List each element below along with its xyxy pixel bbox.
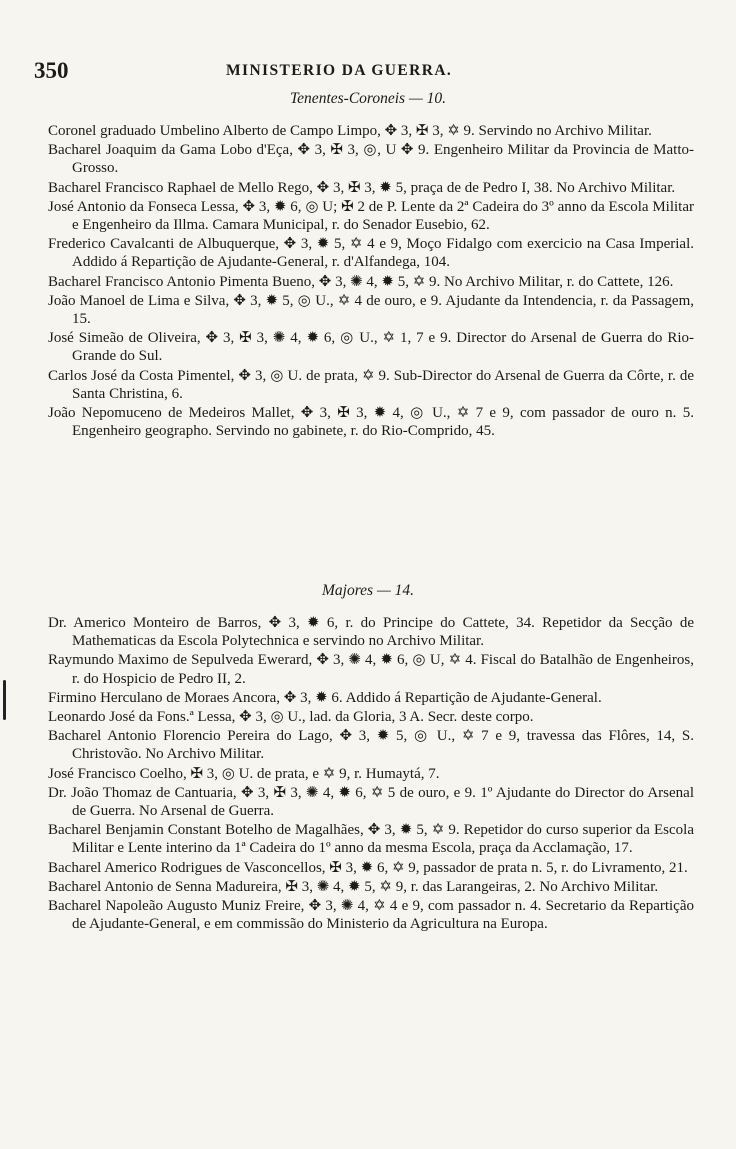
- entry-tenente-coronel: José Simeão de Oliveira, ✥ 3, ✠ 3, ✺ 4, ✹ 6, ◎ U., ✡ 1, 7 e 9. Director do Arsenal de Guerra do Rio-Grande do Sul.: [48, 330, 694, 365]
- entry-major: Bacharel Antonio Florencio Pereira do Lago, ✥ 3, ✹ 5, ◎ U., ✡ 7 e 9, travessa das Flôres, 14, S. Christovão. No Archivo Militar.: [48, 728, 694, 763]
- margin-binding-mark: [3, 680, 6, 720]
- entry-tenente-coronel: José Antonio da Fonseca Lessa, ✥ 3, ✹ 6, ◎ U; ✠ 2 de P. Lente da 2ª Cadeira do 3º anno da Escola Militar e Engenheiro da Illma. Camara Municipal, r. do Senador Eusebio, 62.: [48, 198, 694, 234]
- entry-tenente-coronel: Bacharel Joaquim da Gama Lobo d'Eça, ✥ 3, ✠ 3, ◎, U ✥ 9. Engenheiro Militar da Provincia de Matto-Grosso.: [48, 142, 694, 177]
- entry-tenente-coronel: Bacharel Francisco Raphael de Mello Rego, ✥ 3, ✠ 3, ✹ 5, praça de de Pedro I, 38. No Archivo Militar.: [48, 179, 676, 196]
- entry-major: Bacharel Americo Rodrigues de Vasconcellos, ✠ 3, ✹ 6, ✡ 9, passador de prata n. 5, r. do Livramento, 21.: [48, 859, 688, 876]
- entry-major: Bacharel Napoleão Augusto Muniz Freire, ✥ 3, ✺ 4, ✡ 4 e 9, com passador n. 4. Secretario da Repartição de Ajudante-General, e em commissão do Ministerio da Agricultura na Europa.: [48, 898, 694, 933]
- entry-major: Firmino Herculano de Moraes Ancora, ✥ 3, ✹ 6. Addido á Repartição de Ajudante-General.: [48, 689, 602, 706]
- majores-list: [48, 614, 694, 934]
- entry-tenente-coronel: João Nepomuceno de Medeiros Mallet, ✥ 3, ✠ 3, ✹ 4, ◎ U., ✡ 7 e 9, com passador de ouro n. 5. Engenheiro geographo. Servindo no gabinete, r. do Rio-Comprido, 45.: [48, 405, 694, 440]
- entry-tenente-coronel: Carlos José da Costa Pimentel, ✥ 3, ◎ U. de prata, ✡ 9. Sub-Director do Arsenal de Guerra da Côrte, r. de Santa Christina, 6.: [48, 367, 694, 402]
- entry-major: Leonardo José da Fons.ª Lessa, ✥ 3, ◎ U., lad. da Gloria, 3 A. Secr. deste corpo.: [48, 709, 534, 726]
- entry-major: Bacharel Benjamin Constant Botelho de Magalhães, ✥ 3, ✹ 5, ✡ 9. Repetidor do curso superior da Escola Militar e Lente interino da 1ª Cadeira do 1º anno da mesma Escola, praça da Acclamação, 17.: [48, 822, 694, 857]
- entry-tenente-coronel: Frederico Cavalcanti de Albuquerque, ✥ 3, ✹ 5, ✡ 4 e 9, Moço Fidalgo com exercicio na Casa Imperial. Addido á Repartição de Ajudante-General, r. d'Alfandega, 104.: [48, 236, 694, 271]
- entry-tenente-coronel: Bacharel Francisco Antonio Pimenta Bueno, ✥ 3, ✺ 4, ✹ 5, ✡ 9. No Archivo Militar, r. do Cattete, 126.: [48, 273, 674, 290]
- tenentes-coroneis-list: [48, 122, 694, 441]
- entry-major: Bacharel Antonio de Senna Madureira, ✠ 3, ✺ 4, ✹ 5, ✡ 9, r. das Larangeiras, 2. No Archivo Militar.: [48, 878, 659, 895]
- entry-tenente-coronel: João Manoel de Lima e Silva, ✥ 3, ✹ 5, ◎ U., ✡ 4 de ouro, e 9. Ajudante da Intendencia, r. da Passagem, 15.: [48, 292, 694, 328]
- page-number: 350: [34, 58, 69, 83]
- section-title-majores: Majores — 14.: [322, 582, 414, 599]
- entry-major: José Francisco Coelho, ✠ 3, ◎ U. de prata, e ✡ 9, r. Humaytá, 7.: [48, 765, 440, 782]
- section-title-tenentes-coroneis: Tenentes-Coroneis — 10.: [289, 90, 446, 107]
- running-title: MINISTERIO DA GUERRA.: [226, 62, 453, 79]
- entry-major: Dr. João Thomaz de Cantuaria, ✥ 3, ✠ 3, ✺ 4, ✹ 6, ✡ 5 de ouro, e 9. 1º Ajudante do Director do Arsenal de Guerra. No Arsenal de Guerra.: [48, 784, 694, 820]
- page-header: [0, 58, 736, 88]
- entry-major: Dr. Americo Monteiro de Barros, ✥ 3, ✹ 6, r. do Principe do Cattete, 34. Repetidor da Secção de Mathematicas da Escola Polytechnica e servindo no Archivo Militar.: [48, 615, 694, 650]
- entry-tenente-coronel: Coronel graduado Umbelino Alberto de Campo Limpo, ✥ 3, ✠ 3, ✡ 9. Servindo no Archivo Militar.: [48, 123, 652, 139]
- entry-major: Raymundo Maximo de Sepulveda Ewerard, ✥ 3, ✺ 4, ✹ 6, ◎ U, ✡ 4. Fiscal do Batalhão de Engenheiros, r. do Hospicio de Pedro II, 2.: [48, 652, 694, 687]
